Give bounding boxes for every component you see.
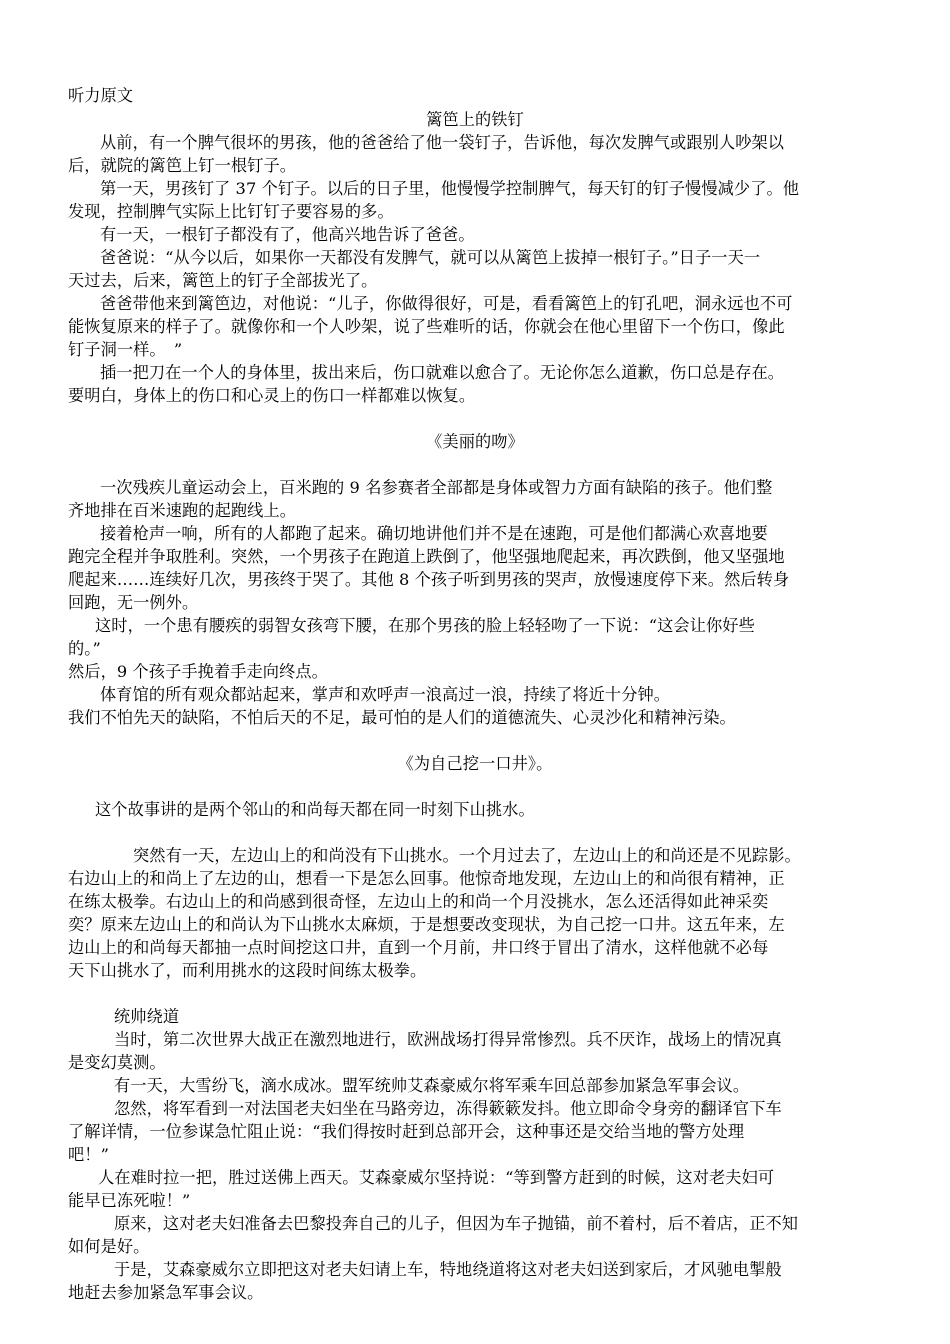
story2-line: 跑完全程并争取胜利。突然，一个男孩子在跑道上跌倒了，他坚强地爬起来，再次跌倒，他又坚强地: [68, 547, 785, 566]
story2-line: 这时，一个患有腰疾的弱智女孩弯下腰，在那个男孩的脸上轻轻吻了一下说：“这会让你好些: [95, 616, 755, 635]
story4-title: 统帅绕道: [114, 1007, 180, 1026]
story2-line: 接着枪声一响，所有的人都跑了起来。确切地讲他们并不是在速跑，可是他们都满心欢喜地要: [100, 524, 768, 543]
story4-line: 如何是好。: [68, 1237, 150, 1256]
story1-line: 爸爸带他来到篱笆边，对他说：“儿子，你做得很好，可是，看看篱笆上的钉孔吧，洞永远也不可: [100, 294, 793, 313]
story4-line: 吧！”: [68, 1145, 109, 1164]
story2-line: 爬起来……连续好几次，男孩终于哭了。其他 8 个孩子听到男孩的哭声，放慢速度停下来。然后转身: [68, 570, 790, 589]
story4-line: 人在难时拉一把，胜过送佛上西天。艾森豪威尔坚持说：“等到警方赶到的时候，这对老夫妇可: [98, 1168, 775, 1187]
story3-line: 突然有一天，左边山上的和尚没有下山挑水。一个月过去了，左边山上的和尚还是不见踪影。: [133, 846, 801, 865]
story4-line: 忽然，将军看到一对法国老夫妇坐在马路旁边，冻得簌簌发抖。他立即命令身旁的翻译官下车: [114, 1099, 782, 1118]
story1-line: 从前，有一个脾气很坏的男孩，他的爸爸给了他一袋钉子，告诉他，每次发脾气或跟别人吵架以: [100, 133, 785, 152]
story1-line: 钉子洞一样。 ”: [68, 340, 183, 359]
story3-line: 天下山挑水了，而利用挑水的这段时间练太极拳。: [68, 961, 427, 980]
story4-line: 地赶去参加紧急军事会议。: [68, 1283, 264, 1302]
story1-title: 篱笆上的铁钉: [426, 110, 524, 129]
story1-line: 发现，控制脾气实际上比钉钉子要容易的多。: [68, 202, 394, 221]
story4-line: 于是，艾森豪威尔立即把这对老夫妇请上车，特地绕道将这对老夫妇送到家后，才风驰电掣般: [114, 1260, 782, 1279]
story1-line: 天过去，后来，篱笆上的钉子全部拔光了。: [68, 271, 378, 290]
story2-line: 一次残疾儿童运动会上，百米跑的 9 名参赛者全部都是身体或智力方面有缺陷的孩子。他们整: [100, 478, 773, 497]
story2-line: 体育馆的所有观众都站起来，掌声和欢呼声一浪高过一浪，持续了将近十分钟。: [100, 685, 671, 704]
story4-line: 有一天，大雪纷飞，滴水成冰。盟军统帅艾森豪威尔将军乘车回总部参加紧急军事会议。: [114, 1076, 750, 1095]
story3-title: 《为自己挖一口井》。: [397, 754, 553, 773]
story3-line: 右边山上的和尚上了左边的山，想看一下是怎么回事。他惊奇地发现，左边山上的和尚很有精神，正: [68, 869, 785, 888]
story1-line: 第一天，男孩钉了 37 个钉子。以后的日子里，他慢慢学控制脾气，每天钉的钉子慢慢减少了。他: [100, 179, 800, 198]
story3-line: 这个故事讲的是两个邻山的和尚每天都在同一时刻下山挑水。: [95, 800, 535, 819]
story1-line: 爸爸说：“从今以后，如果你一天都没有发脾气，就可以从篱笆上拔掉一根钉子。”日子一天一: [100, 248, 761, 267]
story4-line: 当时，第二次世界大战正在激烈地进行，欧洲战场打得异常惨烈。兵不厌诈，战场上的情况真: [114, 1030, 782, 1049]
document-header: 听力原文: [68, 86, 134, 105]
story2-line: 回跑，无一例外。: [68, 593, 199, 612]
story1-line: 插一把刀在一个人的身体里，拔出来后，伤口就难以愈合了。无论你怎么道歉，伤口总是存在。: [100, 363, 785, 382]
story1-line: 有一天，一根钉子都没有了，他高兴地告诉了爸爸。: [100, 225, 475, 244]
story1-line: 能恢复原来的样子了。就像你和一个人吵架，说了些难听的话，你就会在他心里留下一个伤口，像此: [68, 317, 785, 336]
story4-line: 了解详情，一位参谋急忙阻止说：“我们得按时赶到总部开会，这种事还是交给当地的警方处理: [68, 1122, 745, 1141]
story2-title: 《美丽的吻》: [426, 432, 524, 451]
story2-line: 的。”: [68, 639, 101, 658]
story3-line: 奕？原来左边山上的和尚认为下山挑水太麻烦，于是想要改变现状，为自己挖一口井。这五年来，左: [68, 915, 785, 934]
story3-line: 在练太极拳。右边山上的和尚感到很奇怪，左边山上的和尚一个月没挑水，怎么还活得如此神采奕: [68, 892, 769, 911]
story1-line: 后，就院的篱笆上钉一根钉子。: [68, 156, 297, 175]
story1-line: 要明白，身体上的伤口和心灵上的伤口一样都难以恢复。: [68, 386, 476, 405]
story2-line: 然后，9 个孩子手挽着手走向终点。: [68, 662, 328, 681]
story4-line: 能早已冻死啦！”: [68, 1191, 191, 1210]
story4-line: 原来，这对老夫妇准备去巴黎投奔自己的儿子，但因为车子抛锚，前不着村，后不着店，正不知: [114, 1214, 799, 1233]
story3-line: 边山上的和尚每天都抽一点时间挖这口井，直到一个月前，井口终于冒出了清水，这样他就不必每: [68, 938, 769, 957]
story2-line: 齐地排在百米速跑的起跑线上。: [68, 501, 297, 520]
story4-line: 是变幻莫测。: [68, 1053, 166, 1072]
story2-line: 我们不怕先天的缺陷，不怕后天的不足，最可怕的是人们的道德流失、心灵沙化和精神污染。: [68, 708, 736, 727]
